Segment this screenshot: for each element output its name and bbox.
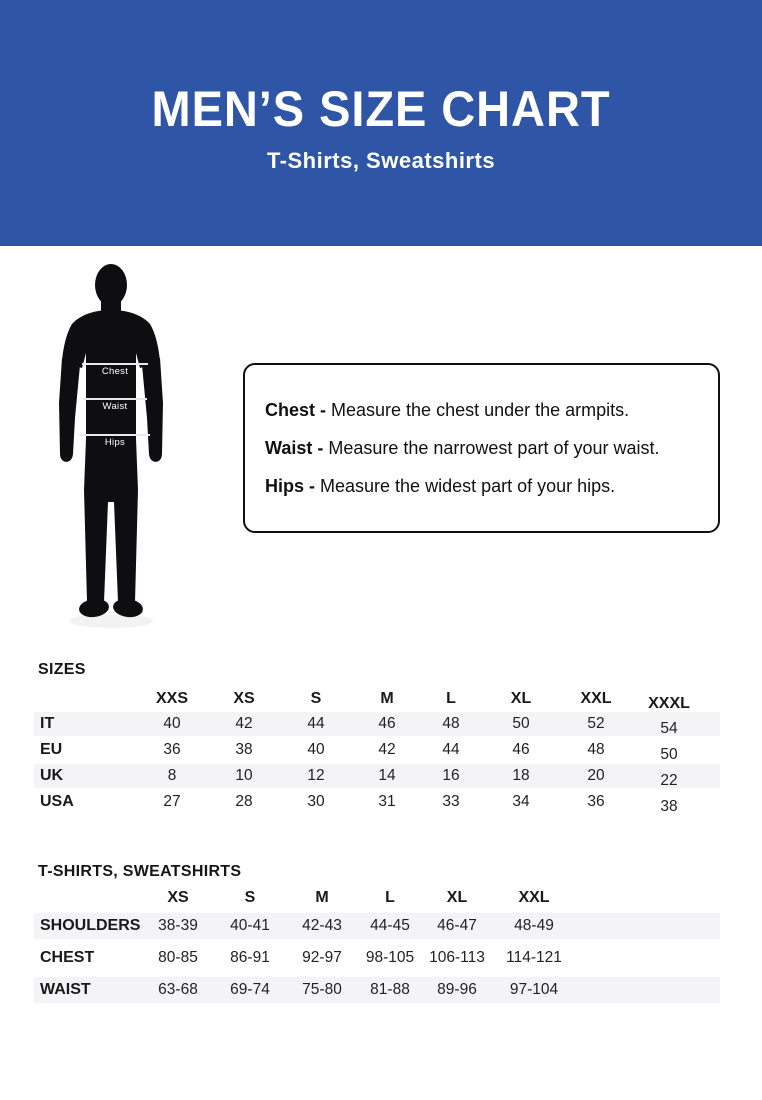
size-value-cell: 8 <box>167 767 177 784</box>
size-value-cell: 40 <box>307 741 325 758</box>
measurement-instructions-box <box>243 363 720 533</box>
chest-instruction <box>265 400 704 421</box>
size-column-header: L <box>385 889 395 906</box>
measure-value-cell: 114-121 <box>506 949 562 966</box>
chest-measure-line <box>82 363 148 365</box>
hips-line-label: Hips <box>104 437 126 448</box>
measure-value-cell: 92-97 <box>302 949 342 966</box>
table-row-eu <box>34 738 720 762</box>
row-label: UK <box>40 767 64 784</box>
table-row-uk <box>34 764 720 788</box>
size-column-header: S <box>310 690 322 707</box>
sizes-table <box>34 686 720 816</box>
waist-instruction <box>265 438 704 459</box>
size-value-cell: 54 <box>660 720 678 737</box>
size-column-header: M <box>315 889 329 906</box>
row-label: USA <box>40 793 74 810</box>
measure-value-cell: 48-49 <box>514 917 554 934</box>
waist-instruction-text: Measure the narrowest part of your waist. <box>328 437 660 458</box>
size-column-header: L <box>446 690 456 707</box>
size-column-header: XS <box>233 690 255 707</box>
measure-value-cell: 106-113 <box>429 949 485 966</box>
hips-instruction-term: Hips - <box>265 475 316 496</box>
table-row-chest <box>34 945 720 971</box>
waist-instruction-term: Waist - <box>265 437 324 458</box>
size-value-cell: 22 <box>660 772 678 789</box>
size-value-cell: 44 <box>442 741 460 758</box>
measure-value-cell: 69-74 <box>230 981 270 998</box>
size-value-cell: 31 <box>378 793 396 810</box>
size-value-cell: 48 <box>587 741 605 758</box>
page-title: MEN’S SIZE CHART <box>151 81 611 137</box>
garment-section-title: T-SHIRTS, SWEATSHIRTS <box>38 863 242 880</box>
waist-measure-line <box>83 398 147 400</box>
size-value-cell: 36 <box>163 741 181 758</box>
waist-line-label: Waist <box>102 401 128 412</box>
page-subtitle: T-Shirts, Sweatshirts <box>266 148 496 173</box>
measure-value-cell: 44-45 <box>370 917 410 934</box>
size-column-header: M <box>380 690 394 707</box>
size-value-cell: 50 <box>660 746 678 763</box>
size-value-cell: 42 <box>378 741 396 758</box>
body-measurement-figure <box>52 258 182 633</box>
size-value-cell: 46 <box>512 741 530 758</box>
sizes-header-row <box>34 686 720 712</box>
row-label: WAIST <box>40 981 91 998</box>
size-value-cell: 18 <box>512 767 530 784</box>
measure-value-cell: 98-105 <box>365 949 415 966</box>
measure-value-cell: 40-41 <box>230 917 270 934</box>
measure-value-cell: 89-96 <box>437 981 477 998</box>
measure-value-cell: 86-91 <box>230 949 270 966</box>
chest-instruction-term: Chest - <box>265 399 327 420</box>
size-value-cell: 38 <box>235 741 253 758</box>
chest-line-label: Chest <box>101 366 129 377</box>
size-value-cell: 44 <box>307 715 325 732</box>
size-value-cell: 48 <box>442 715 460 732</box>
table-row-waist <box>34 977 720 1003</box>
chest-instruction-text: Measure the chest under the armpits. <box>331 399 630 420</box>
garment-header-row <box>34 886 720 910</box>
size-value-cell: 52 <box>587 715 605 732</box>
measure-value-cell: 42-43 <box>302 917 342 934</box>
measure-value-cell: 38-39 <box>158 917 198 934</box>
size-value-cell: 50 <box>512 715 530 732</box>
size-value-cell: 30 <box>307 793 325 810</box>
size-value-cell: 46 <box>378 715 396 732</box>
size-value-cell: 12 <box>307 767 325 784</box>
size-value-cell: 10 <box>235 767 253 784</box>
size-value-cell: 40 <box>163 715 181 732</box>
size-value-cell: 33 <box>442 793 460 810</box>
hips-instruction <box>265 476 704 497</box>
row-label: EU <box>40 741 63 758</box>
measure-value-cell: 46-47 <box>437 917 477 934</box>
size-value-cell: 14 <box>378 767 396 784</box>
size-value-cell: 28 <box>235 793 253 810</box>
size-column-header: XXL <box>518 889 550 906</box>
measure-value-cell: 97-104 <box>509 981 559 998</box>
size-column-header: XL <box>510 690 532 707</box>
measure-value-cell: 63-68 <box>158 981 198 998</box>
hips-instruction-text: Measure the widest part of your hips. <box>320 475 616 496</box>
size-value-cell: 38 <box>660 798 678 815</box>
size-column-header: XXXL <box>648 695 690 712</box>
hips-measure-line <box>80 434 150 436</box>
size-value-cell: 42 <box>235 715 253 732</box>
table-row-usa <box>34 790 720 814</box>
garment-table <box>34 886 720 1009</box>
row-label: SHOULDERS <box>40 917 141 934</box>
size-column-header: XXL <box>580 690 612 707</box>
size-value-cell: 34 <box>512 793 530 810</box>
size-value-cell: 20 <box>587 767 605 784</box>
size-column-header: XXS <box>155 690 188 707</box>
size-column-header: XL <box>446 889 468 906</box>
measure-value-cell: 81-88 <box>370 981 410 998</box>
size-column-header: XS <box>167 889 189 906</box>
size-value-cell: 36 <box>587 793 605 810</box>
size-value-cell: 27 <box>163 793 181 810</box>
measure-value-cell: 80-85 <box>158 949 198 966</box>
table-row-shoulders <box>34 913 720 939</box>
measure-value-cell: 75-80 <box>302 981 342 998</box>
table-row-it <box>34 712 720 736</box>
sizes-section-title: SIZES <box>38 661 86 678</box>
row-label: IT <box>40 715 55 732</box>
size-value-cell: 16 <box>442 767 460 784</box>
row-label: CHEST <box>40 949 95 966</box>
size-column-header: S <box>244 889 256 906</box>
header-banner <box>0 0 762 246</box>
